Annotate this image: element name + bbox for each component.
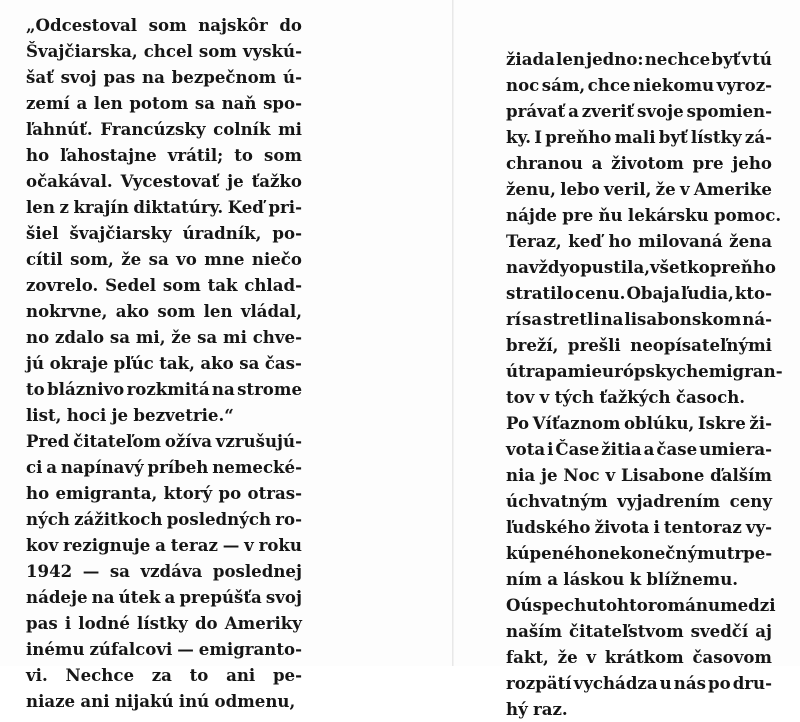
text-line: útrapami európskych emigran- [506,361,783,381]
text-line: vi. Nechce za to ani pe- [26,665,302,685]
text-line: šať svoj pas na bezpečnom ú- [26,67,302,87]
text-line: nia je Noc v Lisabone ďalším [506,465,772,485]
text-line: inému zúfalcovi — emigranto- [26,639,302,659]
text-line: nádeje na útek a prepúšťa svoj [26,587,302,607]
text-line: očakával. Vycestovať je ťažko [26,171,302,191]
text-line: ním a láskou k blížnemu. [506,569,739,589]
text-line: Teraz, keď ho milovaná žena [506,231,772,251]
text-line: Pred čitateľom ožíva vzrušujú- [26,431,302,451]
text-line: „Odcestoval som najskôr do [26,15,302,35]
page-gutter [452,0,454,666]
text-line: breží, prešli neopísateľnými [506,335,772,355]
text-line: právať a zveriť svoje spomien- [506,101,772,121]
text-line: kúpeného nekonečným utrpe- [506,543,773,563]
text-line: ženu, lebo veril, že v Amerike [506,179,772,199]
text-line: ľahnúť. Francúzsky colník mi [26,119,302,139]
text-line: to bláznivo rozkmitá na strome [26,379,302,399]
text-line: noc sám, chce niekomu vyroz- [506,75,772,95]
text-line: O úspechu tohto románu medzi [506,595,776,615]
text-line: ných zážitkoch posledných ro- [26,509,302,529]
text-line: nájde pre ňu lekársku pomoc. [506,205,782,225]
text-line: list, hoci je bezvetrie.“ [26,405,234,425]
text-line: ky. I preňho mali byť lístky zá- [506,127,772,147]
text-line: zemí a len potom sa naň spo- [26,93,302,113]
text-line: zovrelo. Sedel som tak chlad- [26,275,302,295]
text-line: kov rezignuje a teraz — v roku [26,535,302,555]
text-line: Švajčiarska, chcel som vyskú- [26,41,302,61]
text-line: stratilo cenu. Obaja ľudia, kto- [506,283,772,303]
text-line: úchvatným vyjadrením ceny [506,491,772,511]
text-line: rozpätí vychádza u nás po dru- [506,673,772,693]
text-line: ľudského života i tentoraz vy- [506,517,772,537]
text-line: ci a napínavý príbeh nemecké- [26,457,302,477]
text-line: ho emigranta, ktorý po otras- [26,483,302,503]
text-line: cítil som, že sa vo mne niečo [26,249,302,269]
text-line: fakt, že v krátkom časovom [506,647,772,667]
text-line: Po Víťaznom oblúku, Iskre ži- [506,413,772,433]
text-line: no zdalo sa mi, že sa mi chve- [26,327,302,347]
text-line: hý raz. [506,699,568,719]
text-line: tov v tých ťažkých časoch. [506,387,746,407]
text-line: žiada len jedno: nechce byť v tú [506,49,772,69]
text-line: navždy opustila, všetko preňho [506,257,776,277]
text-line: naším čitateľstvom svedčí aj [506,621,772,641]
text-line: pas i lodné lístky do Ameriky [26,613,302,633]
text-line: niaze ani nijakú inú odmenu, [26,691,296,711]
text-line: len z krajín diktatúry. Keď pri- [26,197,302,217]
text-line: jú okraje pľúc tak, ako sa čas- [26,353,302,373]
text-line: chranou a životom pre jeho [506,153,772,173]
text-line: ho ľahostajne vrátil; to som [26,145,302,165]
text-line: 1942 — sa vzdáva poslednej [26,561,302,581]
text-line: vota i Čase žitia a čase umiera- [506,439,772,459]
text-line: nokrvne, ako som len vládal, [26,301,302,321]
text-line: rí sa stretli na lisabonskom ná- [506,309,772,329]
text-line: šiel švajčiarsky úradník, po- [26,223,302,243]
